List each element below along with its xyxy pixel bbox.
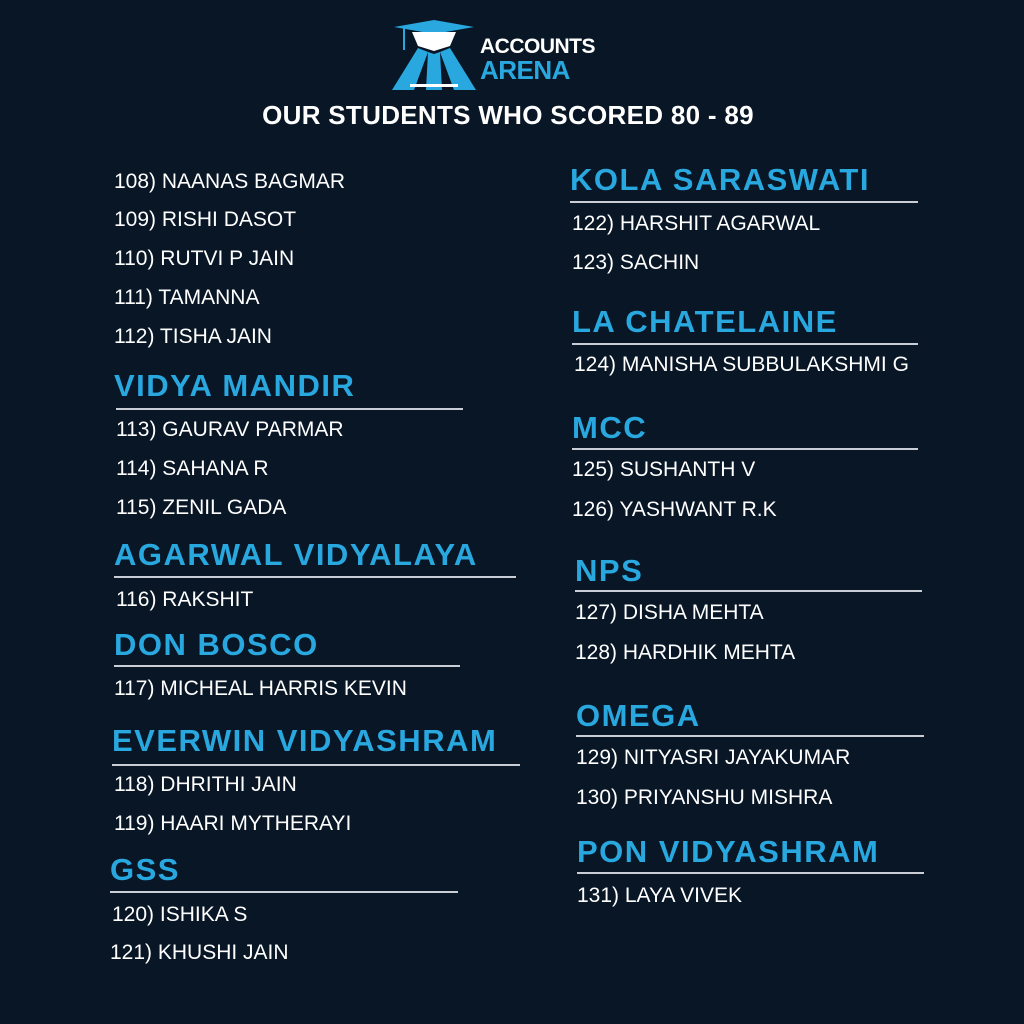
- heading-underline: [114, 665, 460, 667]
- heading-underline: [575, 590, 922, 592]
- student-entry: 124) MANISHA SUBBULAKSHMI G: [574, 353, 909, 376]
- student-entry: 113) GAURAV PARMAR: [116, 418, 344, 441]
- student-entry: 131) LAYA VIVEK: [577, 884, 742, 907]
- student-entry: 118) DHRITHI JAIN: [114, 773, 297, 796]
- school-heading: MCC: [572, 410, 648, 445]
- school-heading: GSS: [110, 852, 180, 887]
- student-entry: 120) ISHIKA S: [112, 903, 248, 926]
- school-heading: PON VIDYASHRAM: [577, 834, 880, 869]
- student-entry: 130) PRIYANSHU MISHRA: [576, 786, 833, 809]
- heading-underline: [576, 735, 924, 737]
- student-entry: 115) ZENIL GADA: [116, 496, 287, 519]
- heading-underline: [110, 891, 458, 893]
- student-entry: 111) TAMANNA: [114, 286, 260, 309]
- student-entry: 112) TISHA JAIN: [114, 325, 272, 348]
- school-heading: DON BOSCO: [114, 627, 319, 662]
- student-entry: 126) YASHWANT R.K: [572, 498, 777, 521]
- heading-underline: [572, 448, 918, 450]
- school-heading: LA CHATELAINE: [572, 304, 838, 339]
- heading-underline: [570, 201, 918, 203]
- school-heading: KOLA SARASWATI: [570, 162, 870, 197]
- school-heading: NPS: [575, 553, 644, 588]
- student-entry: 122) HARSHIT AGARWAL: [572, 212, 821, 235]
- heading-underline: [577, 872, 924, 874]
- school-heading: VIDYA MANDIR: [114, 368, 356, 403]
- brand-line2: ARENA: [480, 55, 570, 85]
- page-title: OUR STUDENTS WHO SCORED 80 - 89: [262, 100, 754, 130]
- student-entry: 127) DISHA MEHTA: [575, 601, 764, 624]
- brand-line1: ACCOUNTS: [480, 35, 595, 58]
- heading-underline: [114, 576, 516, 578]
- student-entry: 117) MICHEAL HARRIS KEVIN: [114, 677, 407, 700]
- heading-underline: [572, 343, 918, 345]
- heading-underline: [116, 408, 463, 410]
- student-entry: 119) HAARI MYTHERAYI: [114, 812, 352, 835]
- school-heading: EVERWIN VIDYASHRAM: [112, 723, 498, 758]
- student-entry: 128) HARDHIK MEHTA: [575, 641, 796, 664]
- student-entry: 109) RISHI DASOT: [114, 208, 297, 231]
- student-entry: 116) RAKSHIT: [116, 588, 254, 611]
- student-entry: 129) NITYASRI JAYAKUMAR: [576, 746, 851, 769]
- student-entry: 123) SACHIN: [572, 251, 700, 274]
- student-entry: 110) RUTVI P JAIN: [114, 247, 295, 270]
- school-heading: OMEGA: [576, 698, 701, 733]
- school-heading: AGARWAL VIDYALAYA: [114, 537, 478, 572]
- student-entry: 114) SAHANA R: [116, 457, 269, 480]
- student-entry: 125) SUSHANTH V: [572, 458, 756, 481]
- student-entry: 121) KHUSHI JAIN: [110, 941, 289, 964]
- student-entry: 108) NAANAS BAGMAR: [114, 170, 346, 193]
- heading-underline: [112, 764, 520, 766]
